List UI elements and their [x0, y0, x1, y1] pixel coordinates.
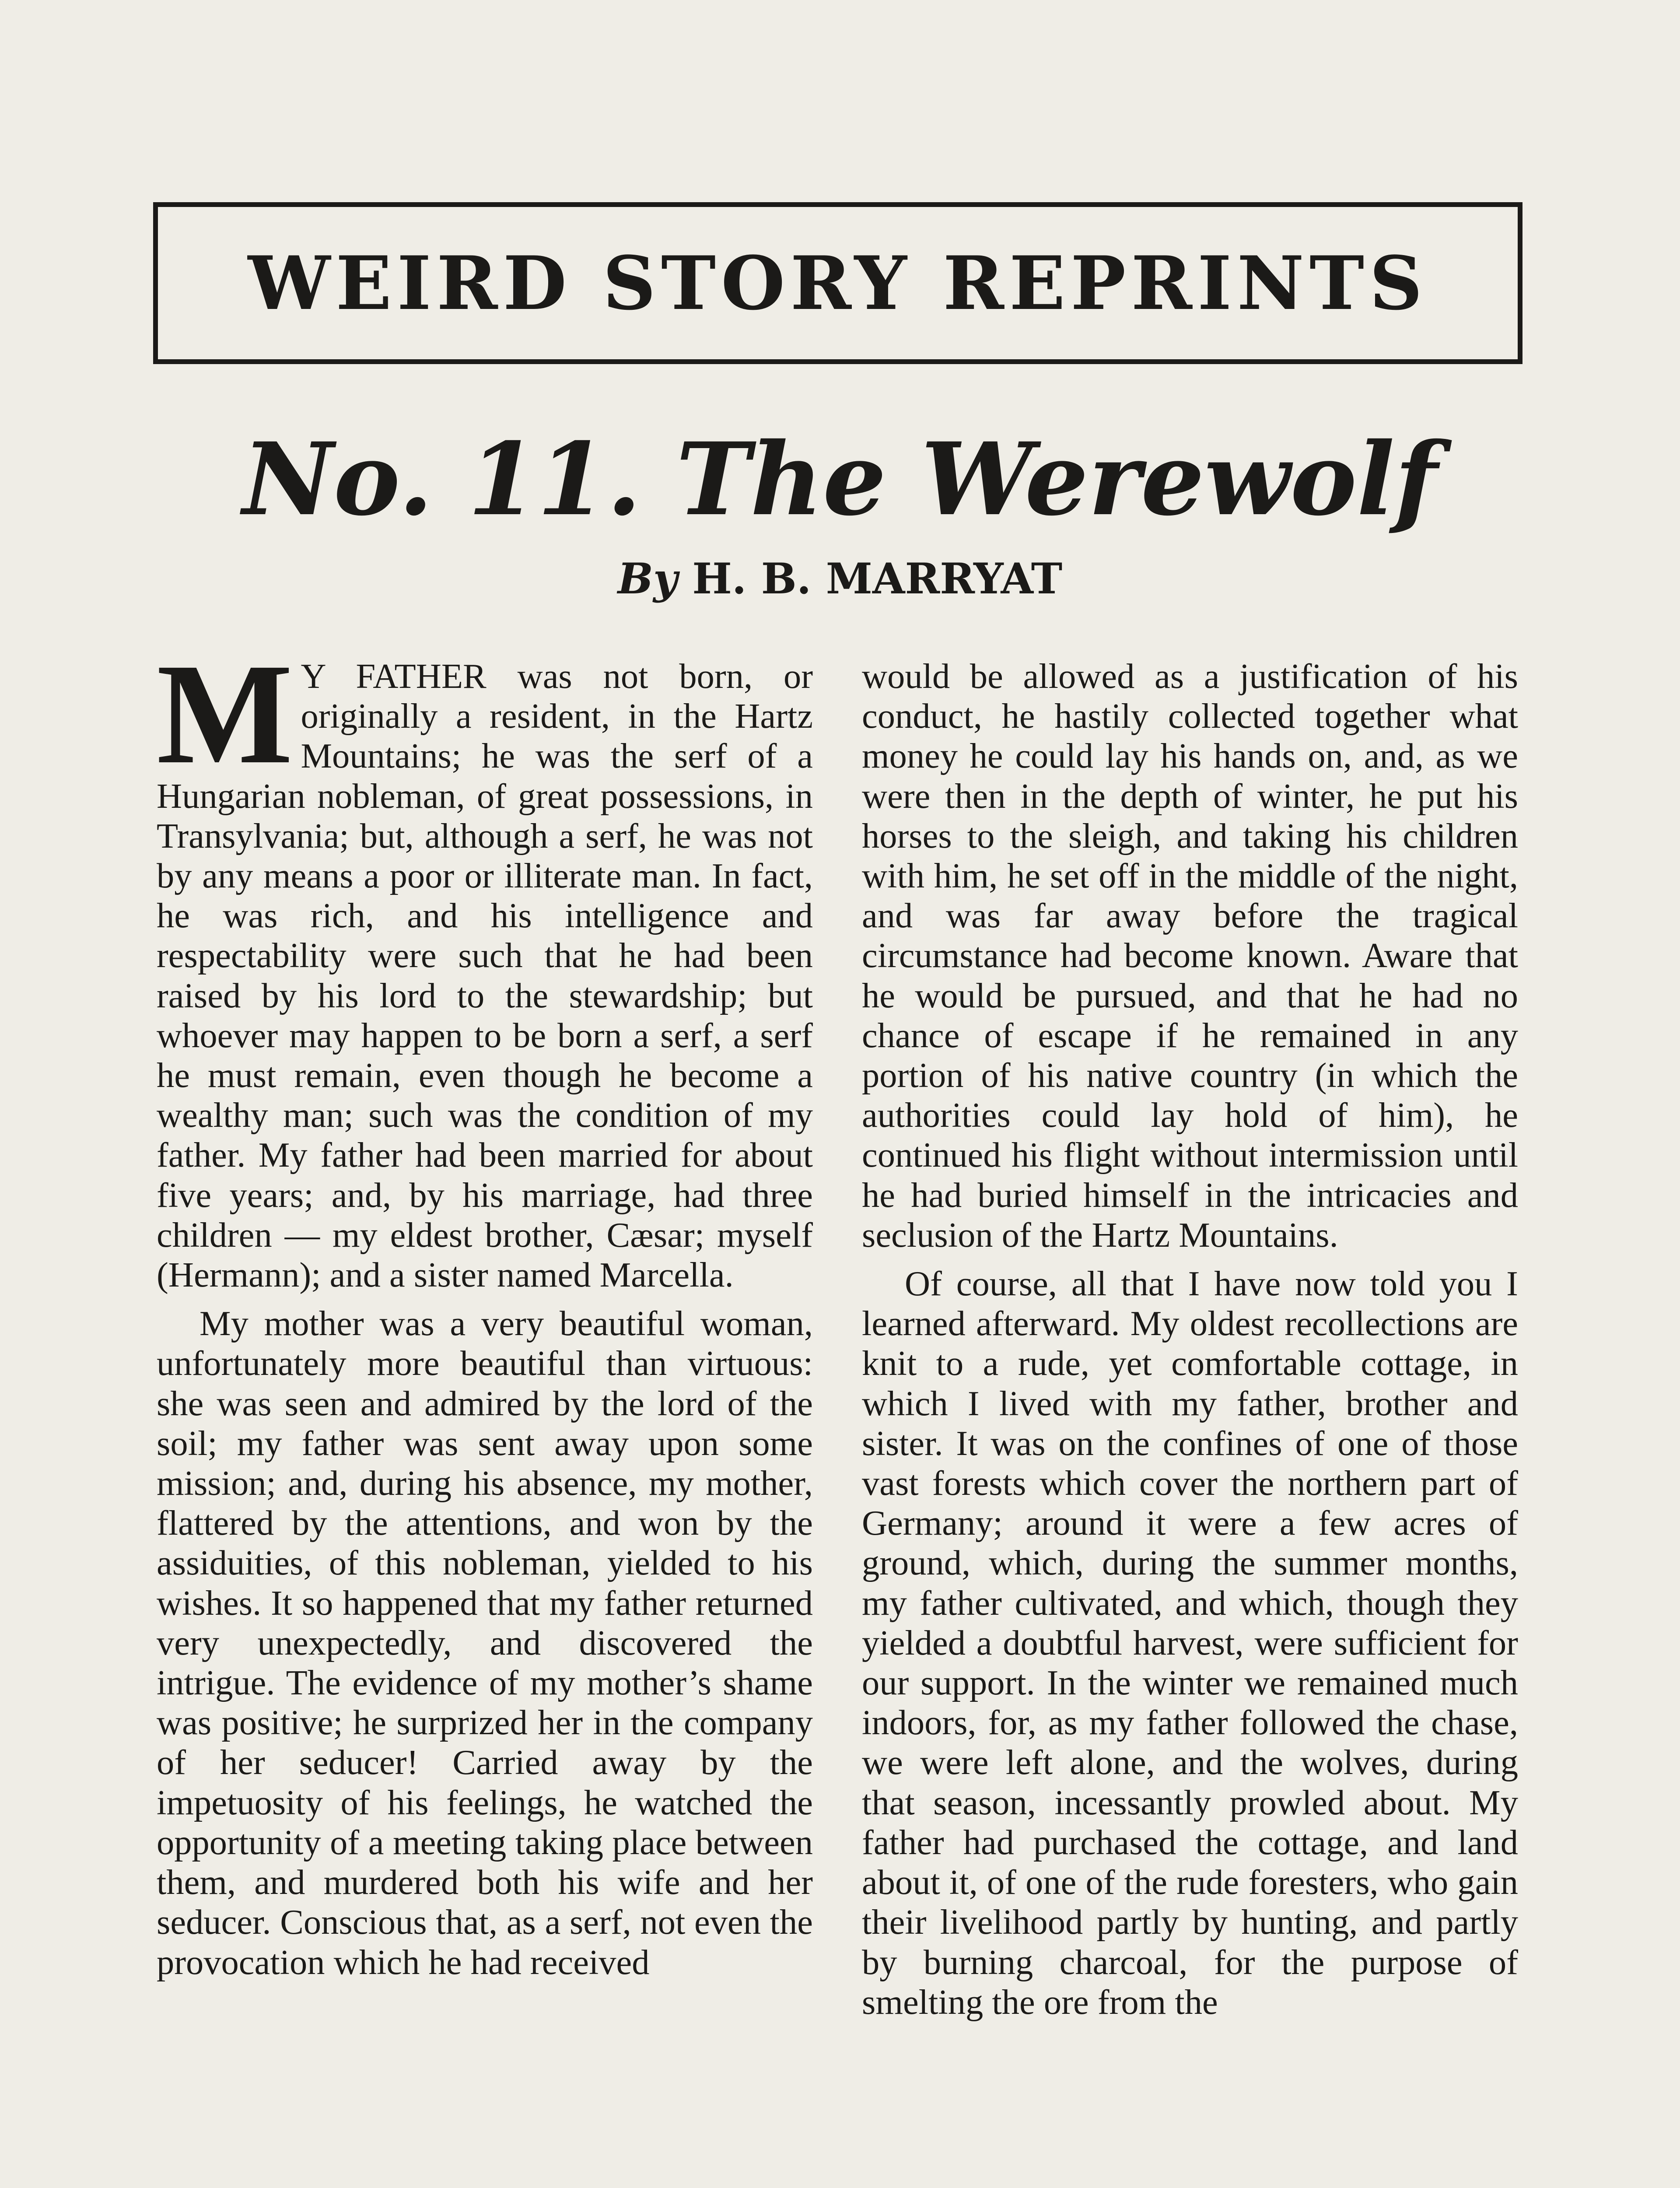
- section-title: WEIRD STORY REPRINTS: [248, 240, 1428, 326]
- byline: [0, 551, 1680, 607]
- section-header-box: [153, 202, 1522, 364]
- paragraph-1-text: Y FATHER was not born, or originally a resident, in the Hartz Mountains; he was the serf of a Hungarian nobleman, of great possessions, in Transylvania; but, although a serf, he was not by any means a poor or illiterate man. In fact, he was rich, and his intelligence and respectability were such that he had been raised by his lord to the stewardship; but whoever may happen to be born a serf, a serf he must remain, even though he become a wealthy man; such was the condition of my father. My father had been married for about five years; and, by his marriage, had three children — my eldest brother, Cæsar; myself (Hermann); and a sister named Marcella.: [157, 657, 813, 1295]
- paragraph-2: My mother was a very beautiful woman, unfortunately more beautiful than virtuous: she was seen and admired by the lord of the soil; my father was sent away upon some mission; and, during his absence, my mother, flattered by the attentions, and won by the assiduities, of this nobleman, yielded to his wishes. It so happened that my father returned very unexpectedly, and discovered the intrigue. The evidence of my mother’s shame was positive; he surprized her in the company of her seducer! Carried away by the impetuosity of his feelings, he watched the opportunity of a meeting taking place between them, and murdered both his wife and her seducer. Conscious that, as a serf, not even the provocation which he had received: [157, 1304, 813, 1982]
- story-title: No. 11. The Werewolf: [242, 421, 1438, 538]
- author-name: H. B. MARRYAT: [692, 554, 1063, 603]
- paragraph-3: would be allowed as a justification of his conduct, he hastily collected together what money he could lay his hands on, and, as we were then in the depth of winter, he put his horses to the sleigh, and taking his children with him, he set off in the middle of the night, and was far away before the tragical circumstance had become known. Aware that he would be pursued, and that he had no chance of escape if he remained in any portion of his native country (in which the authorities could lay hold of him), he continued his flight without intermission until he had buried himself in the intricacies and seclusion of the Hartz Mountains.: [862, 657, 1518, 1255]
- byline-by: By: [617, 554, 678, 603]
- left-column: [157, 656, 813, 2188]
- drop-cap: M: [157, 656, 293, 794]
- paragraph-4: Of course, all that I have now told you I learned afterward. My oldest recollections are knit to a rude, yet comfortable cottage, in which I lived with my father, brother and sister. It was on the confines of one of those vast forests which cover the northern part of Germany; around it were a few acres of ground, which, during the summer months, my father cultivated, and which, though they yielded a doubtful harvest, were sufficient for our support. In the winter we remained much indoors, for, as my father followed the chase, we were left alone, and the wolves, during that season, incessantly prowled about. My father had purchased the cottage, and land about it, of one of the rude foresters, who gain their livelihood partly by hunting, and partly by burning charcoal, for the purpose of smelting the ore from the: [862, 1264, 1518, 2022]
- right-column: [862, 656, 1518, 2188]
- paragraph-1: [157, 656, 813, 1295]
